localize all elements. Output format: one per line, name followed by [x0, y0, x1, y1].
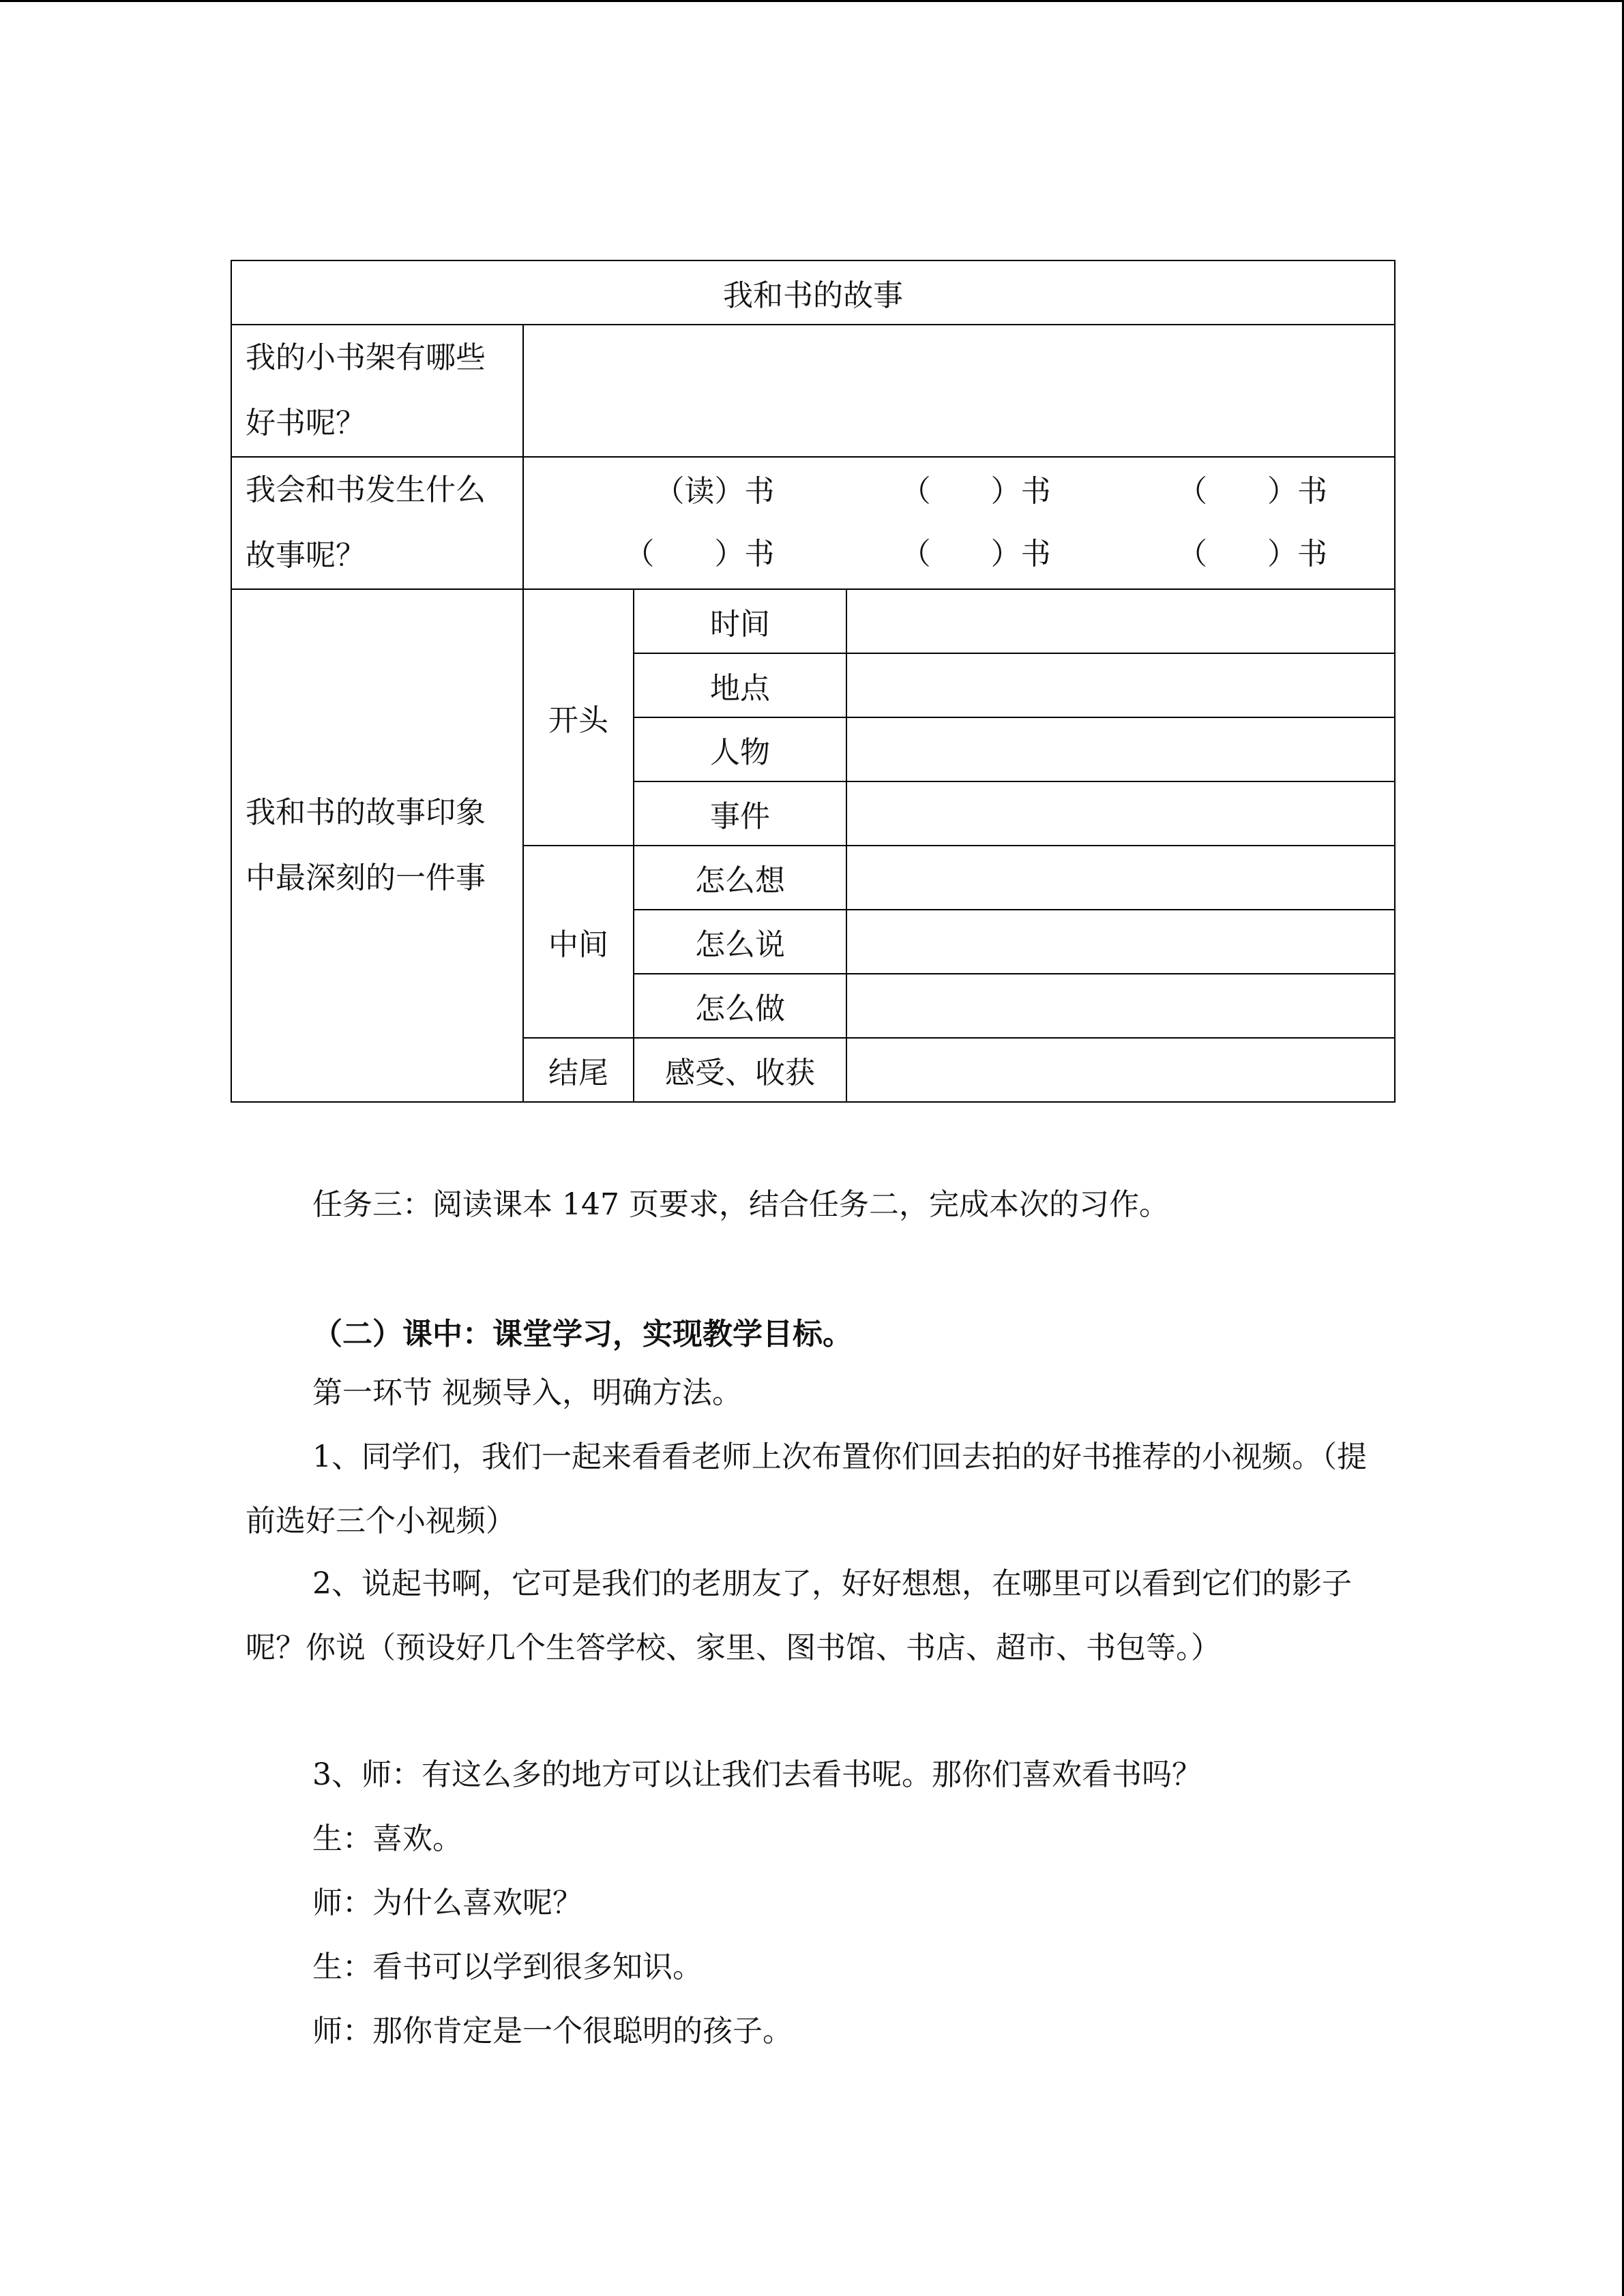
answer-do[interactable] — [846, 974, 1395, 1038]
bookshelf-answer-cell[interactable] — [523, 325, 1395, 457]
story-planning-table — [231, 260, 1396, 1103]
paragraph-3: 3、师：有这么多的地方可以让我们去看书呢。那你们喜欢看书吗？ — [312, 1757, 1202, 1792]
answer-event[interactable] — [846, 781, 1395, 846]
blank-book-5: （ ）书 — [900, 537, 1051, 571]
answer-people[interactable] — [846, 717, 1395, 781]
table-title: 我和书的故事 — [231, 260, 1395, 325]
bookshelf-question: 我的小书架有哪些好书呢？ — [231, 325, 523, 457]
item-think: 怎么想 — [634, 846, 846, 910]
dialogue-2: 师：为什么喜欢呢？ — [312, 1885, 582, 1920]
blank-book-4: （ ）书 — [624, 537, 775, 571]
blank-book-6: （ ）书 — [1177, 537, 1327, 571]
item-place: 地点 — [634, 653, 846, 717]
paragraph-1: 1、同学们，我们一起来看看老师上次布置你们回去拍的好书推荐的小视频。（提前选好三个小视频） — [246, 1440, 1367, 1538]
answer-place[interactable] — [846, 653, 1395, 717]
answer-feelings[interactable] — [846, 1038, 1395, 1102]
item-feelings: 感受、收获 — [634, 1038, 846, 1102]
task-three: 任务三：阅读课本 147 页要求，结合任务二，完成本次的习作。 — [312, 1187, 1169, 1222]
item-say: 怎么说 — [634, 910, 846, 974]
blank-book-2: （ ）书 — [900, 474, 1051, 509]
section-middle-label: 中间 — [523, 846, 634, 1038]
paragraph-2: 2、说起书啊，它可是我们的老朋友了，好好想想，在哪里可以看到它们的影子呢？你说（预设好几个生答学校、家里、图书馆、书店、超市、书包等。） — [246, 1566, 1352, 1665]
answer-think[interactable] — [846, 846, 1395, 910]
item-people: 人物 — [634, 717, 846, 781]
story-question: 我会和书发生什么故事呢？ — [231, 457, 523, 589]
blank-grid — [524, 460, 1394, 586]
step-one: 第一环节 视频导入，明确方法。 — [312, 1375, 742, 1410]
item-do: 怎么做 — [634, 974, 846, 1038]
section-heading: （二）课中：课堂学习，实现教学目标。 — [312, 1317, 853, 1352]
section-start-label: 开头 — [523, 589, 634, 846]
memorable-event-question: 我和书的故事印象中最深刻的一件事 — [231, 589, 523, 1102]
item-event: 事件 — [634, 781, 846, 846]
section-end-label: 结尾 — [523, 1038, 634, 1102]
page-border-top — [0, 0, 1624, 2]
blank-book-3: （ ）书 — [1177, 474, 1327, 509]
answer-say[interactable] — [846, 910, 1395, 974]
dialogue-4: 师：那你肯定是一个很聪明的孩子。 — [312, 2014, 793, 2048]
story-blanks-cell[interactable] — [523, 457, 1395, 589]
dialogue-1: 生：喜欢。 — [312, 1821, 462, 1856]
answer-time[interactable] — [846, 589, 1395, 653]
blank-read-book: （读）书 — [654, 474, 775, 509]
dialogue-3: 生：看书可以学到很多知识。 — [312, 1950, 703, 1984]
item-time: 时间 — [634, 589, 846, 653]
